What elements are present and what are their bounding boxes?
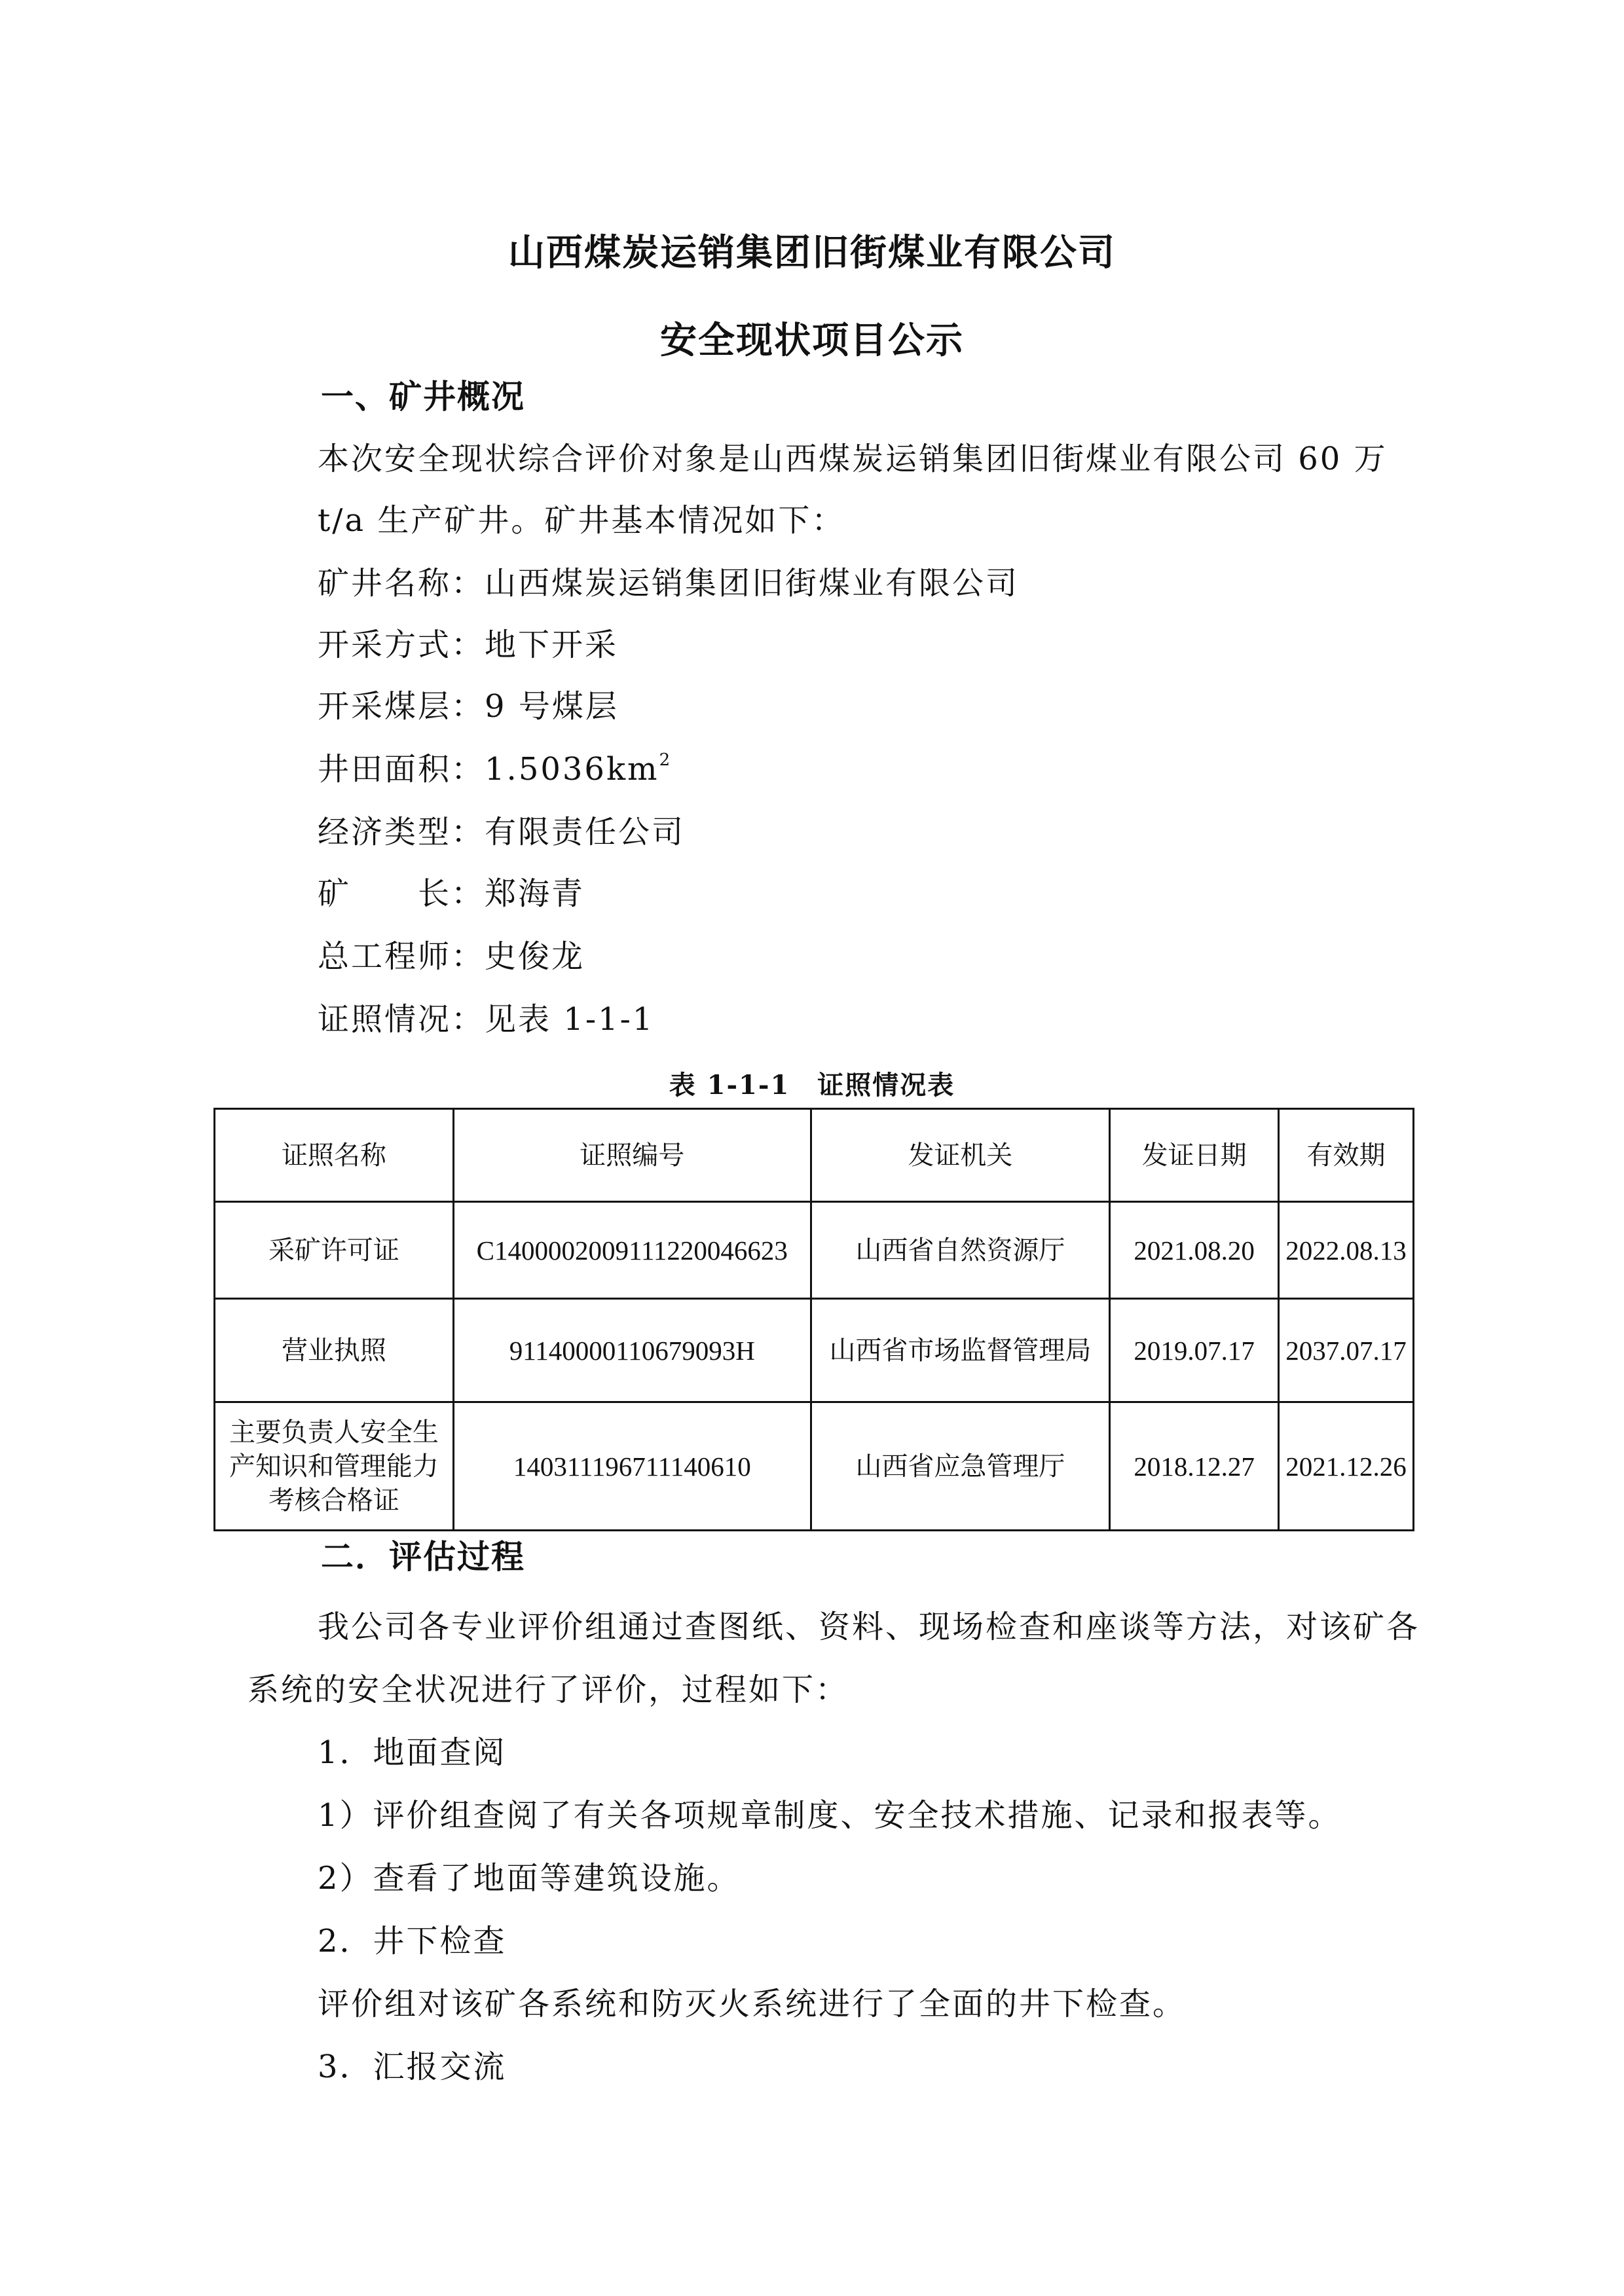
cell-license-name <box>215 1402 454 1531</box>
field-value: 史俊龙 <box>485 938 585 975</box>
cell-license-number: 140311196711140610 <box>453 1402 811 1531</box>
field-value: 9 号煤层 <box>485 688 619 725</box>
step-3-heading: 3．汇报交流 <box>318 2049 507 2085</box>
cell-line: 考核合格证 <box>268 1485 399 1516</box>
table-row <box>215 1402 1414 1531</box>
field-coal-seam <box>318 681 619 726</box>
field-label: 证照情况： <box>318 1001 485 1038</box>
cell-issuing-authority: 山西省市场监督管理局 <box>811 1299 1110 1402</box>
cell-license-name: 采矿许可证 <box>215 1202 454 1299</box>
intro-line-2: t/a 生产矿井。矿井基本情况如下： <box>318 502 845 539</box>
table-row <box>215 1202 1414 1299</box>
field-label: 开采煤层： <box>318 688 485 725</box>
table-row <box>215 1299 1414 1402</box>
document-subtitle: 安全现状项目公示 <box>660 319 964 362</box>
step-1-heading: 1．地面查阅 <box>318 1734 507 1771</box>
document-title: 山西煤炭运销集团旧街煤业有限公司 <box>508 232 1116 274</box>
field-mine-director <box>318 868 585 913</box>
header-issuing-authority: 发证机关 <box>811 1109 1110 1202</box>
cell-line: 主要负责人安全生 <box>229 1417 439 1448</box>
intro-line-1: 本次安全现状综合评价对象是山西煤炭运销集团旧街煤业有限公司 60 万 <box>318 441 1388 477</box>
section-heading-evaluation-process: 二．评估过程 <box>321 1538 525 1576</box>
field-mine-name <box>318 558 1019 603</box>
cell-validity: 2037.07.17 <box>1279 1299 1414 1402</box>
field-label: 总工程师： <box>318 938 485 975</box>
field-label: 矿 长： <box>318 875 485 912</box>
license-table <box>213 1108 1414 1531</box>
table-caption: 表 1-1-1 证照情况表 <box>669 1070 955 1101</box>
cell-license-number: 91140000110679093H <box>453 1299 811 1402</box>
step-2-text: 评价组对该矿各系统和防灭火系统进行了全面的井下检查。 <box>318 1986 1187 2022</box>
cell-issuing-authority: 山西省应急管理厅 <box>811 1402 1110 1531</box>
step-1-item-b: 2）查看了地面等建筑设施。 <box>318 1860 741 1897</box>
cell-validity: 2022.08.13 <box>1279 1202 1414 1299</box>
section-heading-mine-overview: 一、矿井概况 <box>321 378 525 416</box>
field-value: 1.5036km <box>485 751 659 788</box>
table-header-row <box>215 1109 1414 1202</box>
field-label: 开采方式： <box>318 627 485 663</box>
cell-license-name: 营业执照 <box>215 1299 454 1402</box>
area-superscript: 2 <box>659 750 673 770</box>
field-value: 山西煤炭运销集团旧街煤业有限公司 <box>485 565 1020 602</box>
header-license-name: 证照名称 <box>215 1109 454 1202</box>
cell-license-number: C1400002009111220046623 <box>453 1202 811 1299</box>
cell-issue-date: 2021.08.20 <box>1110 1202 1279 1299</box>
field-economic-type <box>318 807 685 852</box>
process-para-line-2: 系统的安全状况进行了评价，过程如下： <box>248 1671 849 1708</box>
field-chief-engineer <box>318 931 585 976</box>
process-para-line-1: 我公司各专业评价组通过查图纸、资料、现场检查和座谈等方法，对该矿各 <box>318 1609 1420 1645</box>
step-2-heading: 2．井下检查 <box>318 1923 507 1959</box>
field-label: 井田面积： <box>318 751 485 788</box>
cell-validity: 2021.12.26 <box>1279 1402 1414 1531</box>
cell-line: 产知识和管理能力 <box>229 1451 439 1482</box>
field-value: 地下开采 <box>485 627 619 663</box>
field-licenses <box>318 994 654 1039</box>
step-1-item-a: 1）评价组查阅了有关各项规章制度、安全技术措施、记录和报表等。 <box>318 1797 1342 1834</box>
cell-issuing-authority: 山西省自然资源厅 <box>811 1202 1110 1299</box>
cell-issue-date: 2019.07.17 <box>1110 1299 1279 1402</box>
header-license-number: 证照编号 <box>453 1109 811 1202</box>
field-label: 经济类型： <box>318 814 485 850</box>
field-value: 见表 1-1-1 <box>485 1001 655 1038</box>
field-field-area <box>318 744 672 789</box>
field-value: 郑海青 <box>485 875 585 912</box>
field-label: 矿井名称： <box>318 565 485 602</box>
header-validity: 有效期 <box>1279 1109 1414 1202</box>
field-mining-method <box>318 619 618 665</box>
header-issue-date: 发证日期 <box>1110 1109 1279 1202</box>
cell-issue-date: 2018.12.27 <box>1110 1402 1279 1531</box>
field-value: 有限责任公司 <box>485 814 686 850</box>
